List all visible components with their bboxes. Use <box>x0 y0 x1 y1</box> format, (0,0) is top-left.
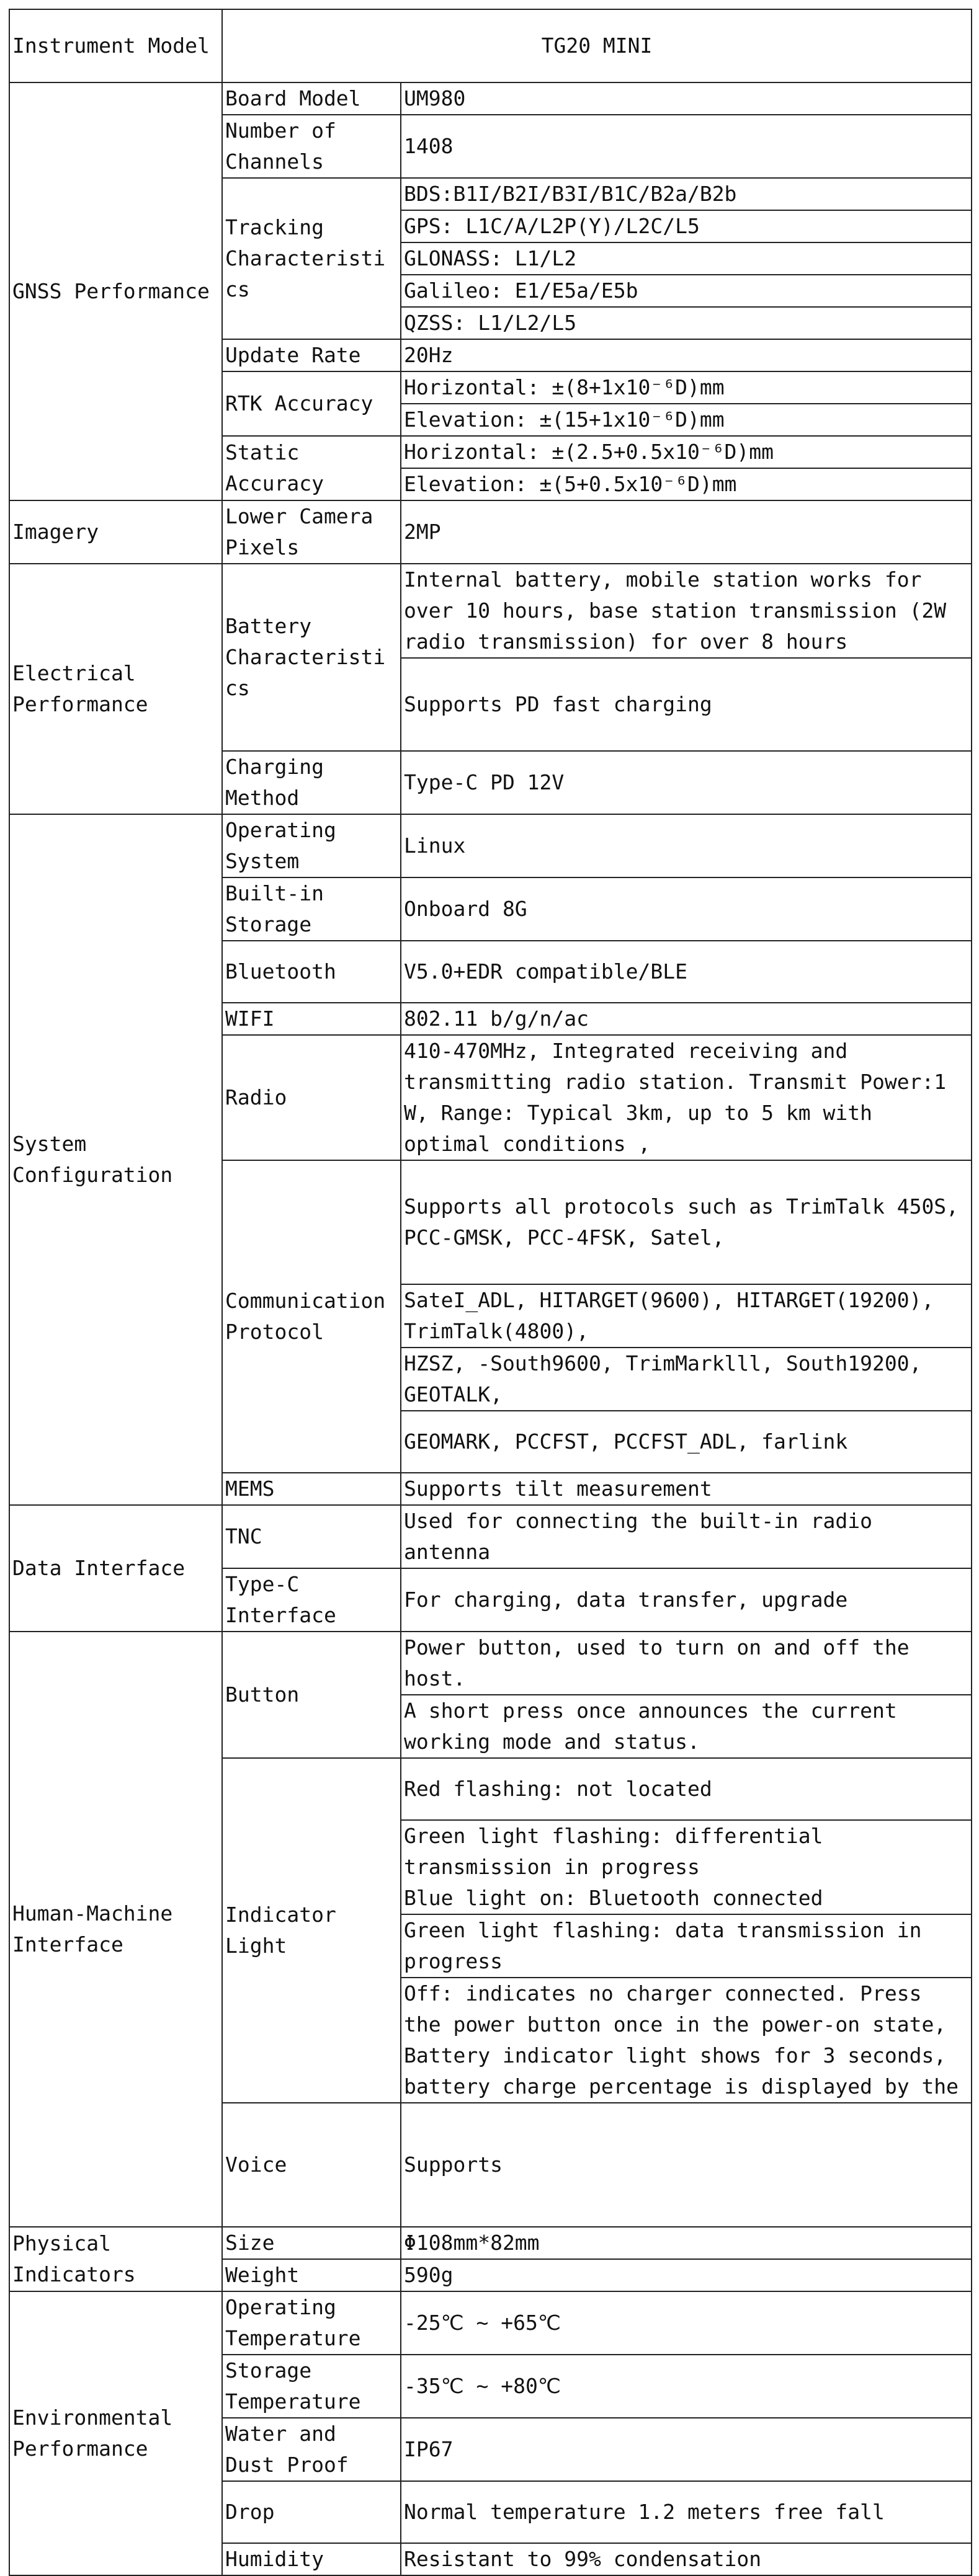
table-row <box>9 814 972 877</box>
spec-value-static-accuracy: Horizontal: ±(2.5+0.5x10⁻⁶D)mm <box>401 436 972 468</box>
instrument-model-label: Instrument Model <box>9 9 222 82</box>
spec-value-indicator-light: Off: indicates no charger connected. Press the power button once in the power-on state, Battery indicator light shows for 3 seconds, battery charge percentage is displayed by the <box>401 1978 972 2103</box>
spec-label-communication-protocol: Communication Protocol <box>222 1160 401 1473</box>
table-row <box>9 1505 972 1568</box>
spec-value-lower-camera-pixels: 2MP <box>401 500 972 564</box>
spec-value-charging-method: Type-C PD 12V <box>401 751 972 814</box>
spec-table-body <box>9 9 972 2575</box>
spec-value-bluetooth: V5.0+EDR compatible/BLE <box>401 941 972 1003</box>
spec-value-water-and-dust-proof: IP67 <box>401 2418 972 2481</box>
spec-label-operating-temperature: Operating Temperature <box>222 2291 401 2355</box>
spec-label-radio: Radio <box>222 1035 401 1160</box>
category-system-configuration: System Configuration <box>9 814 222 1505</box>
spec-value-type-c-interface: For charging, data transfer, upgrade <box>401 1568 972 1632</box>
spec-label-humidity: Humidity <box>222 2543 401 2575</box>
spec-value-humidity: Resistant to 99% condensation <box>401 2543 972 2575</box>
spec-value-operating-temperature: -25℃ ~ +65℃ <box>401 2291 972 2355</box>
spec-label-button: Button <box>222 1632 401 1758</box>
category-environmental-performance: Environmental Performance <box>9 2291 222 2575</box>
spec-label-water-and-dust-proof: Water and Dust Proof <box>222 2418 401 2481</box>
spec-label-board-model: Board Model <box>222 82 401 115</box>
spec-value-button: A short press once announces the current working mode and status. <box>401 1695 972 1758</box>
spec-label-battery-characteristics: Battery Characteristics <box>222 564 401 751</box>
spec-label-update-rate: Update Rate <box>222 339 401 371</box>
spec-value-storage-temperature: -35℃ ~ +80℃ <box>401 2355 972 2418</box>
spec-label-lower-camera-pixels: Lower Camera Pixels <box>222 500 401 564</box>
spec-value-operating-system: Linux <box>401 814 972 877</box>
spec-label-operating-system: Operating System <box>222 814 401 877</box>
spec-value-update-rate: 20Hz <box>401 339 972 371</box>
spec-value-mems: Supports tilt measurement <box>401 1473 972 1505</box>
spec-label-tnc: TNC <box>222 1505 401 1568</box>
spec-label-tracking-characteristics: Tracking Characteristics <box>222 178 401 339</box>
spec-value-number-of-channels: 1408 <box>401 115 972 178</box>
spec-label-built-in-storage: Built-in Storage <box>222 877 401 941</box>
category-data-interface: Data Interface <box>9 1505 222 1632</box>
spec-value-communication-protocol: HZSZ, -South9600, TrimMarklll, South19200, GEOTALK, <box>401 1348 972 1411</box>
spec-value-communication-protocol: GEOMARK, PCCFST, PCCFST_ADL, farlink <box>401 1411 972 1473</box>
spec-value-battery-characteristics: Internal battery, mobile station works for over 10 hours, base station transmission (2W radio transmission) for over 8 hours <box>401 564 972 658</box>
spec-value-static-accuracy: Elevation: ±(5+0.5x10⁻⁶D)mm <box>401 468 972 500</box>
spec-value-tracking-characteristics: QZSS: L1/L2/L5 <box>401 307 972 339</box>
header-row <box>9 9 972 82</box>
spec-label-indicator-light: Indicator Light <box>222 1758 401 2103</box>
spec-value-weight: 590g <box>401 2259 972 2291</box>
spec-label-wifi: WIFI <box>222 1003 401 1035</box>
table-row <box>9 500 972 564</box>
category-imagery: Imagery <box>9 500 222 564</box>
table-row <box>9 564 972 658</box>
spec-value-tracking-characteristics: GLONASS: L1/L2 <box>401 242 972 275</box>
table-row <box>9 1632 972 1695</box>
spec-value-tracking-characteristics: GPS: L1C/A/L2P(Y)/L2C/L5 <box>401 210 972 242</box>
spec-value-communication-protocol: SateI_ADL, HITARGET(9600), HITARGET(19200), TrimTalk(4800), <box>401 1284 972 1348</box>
spec-value-button: Power button, used to turn on and off the host. <box>401 1632 972 1695</box>
spec-value-radio: 410-470MHz, Integrated receiving and transmitting radio station. Transmit Power:1 W, Range: Typical 3km, up to 5 km with optimal conditions , <box>401 1035 972 1160</box>
spec-value-indicator-light: Red flashing: not located <box>401 1758 972 1820</box>
spec-value-indicator-light: Green light flashing: data transmission in progress <box>401 1914 972 1978</box>
spec-value-rtk-accuracy: Horizontal: ±(8+1x10⁻⁶D)mm <box>401 371 972 404</box>
spec-label-drop: Drop <box>222 2481 401 2543</box>
spec-value-tnc: Used for connecting the built-in radio antenna <box>401 1505 972 1568</box>
spec-value-rtk-accuracy: Elevation: ±(15+1x10⁻⁶D)mm <box>401 404 972 436</box>
category-human-machine-interface: Human-Machine Interface <box>9 1632 222 2227</box>
spec-label-type-c-interface: Type-C Interface <box>222 1568 401 1632</box>
category-gnss-performance: GNSS Performance <box>9 82 222 500</box>
table-row <box>9 82 972 115</box>
spec-label-storage-temperature: Storage Temperature <box>222 2355 401 2418</box>
spec-value-size: Φ108mm*82mm <box>401 2227 972 2259</box>
spec-value-drop: Normal temperature 1.2 meters free fall <box>401 2481 972 2543</box>
table-row <box>9 2291 972 2355</box>
spec-value-wifi: 802.11 b/g/n/ac <box>401 1003 972 1035</box>
spec-label-charging-method: Charging Method <box>222 751 401 814</box>
spec-label-voice: Voice <box>222 2103 401 2227</box>
spec-table <box>9 9 972 2576</box>
spec-value-battery-characteristics: Supports PD fast charging <box>401 658 972 751</box>
spec-value-indicator-light: Green light flashing: differential transmission in progress Blue light on: Bluetooth connected <box>401 1820 972 1914</box>
table-row <box>9 2227 972 2259</box>
spec-label-bluetooth: Bluetooth <box>222 941 401 1003</box>
spec-value-board-model: UM980 <box>401 82 972 115</box>
spec-label-size: Size <box>222 2227 401 2259</box>
category-electrical-performance: Electrical Performance <box>9 564 222 814</box>
spec-label-weight: Weight <box>222 2259 401 2291</box>
spec-value-built-in-storage: Onboard 8G <box>401 877 972 941</box>
spec-label-static-accuracy: Static Accuracy <box>222 436 401 500</box>
spec-value-tracking-characteristics: BDS:B1I/B2I/B3I/B1C/B2a/B2b <box>401 178 972 210</box>
spec-value-communication-protocol: Supports all protocols such as TrimTalk 450S, PCC-GMSK, PCC-4FSK, Satel, <box>401 1160 972 1284</box>
spec-label-mems: MEMS <box>222 1473 401 1505</box>
spec-value-voice: Supports <box>401 2103 972 2227</box>
spec-label-number-of-channels: Number of Channels <box>222 115 401 178</box>
spec-label-rtk-accuracy: RTK Accuracy <box>222 371 401 436</box>
instrument-model-value: TG20 MINI <box>222 9 972 82</box>
spec-value-tracking-characteristics: Galileo: E1/E5a/E5b <box>401 275 972 307</box>
category-physical-indicators: Physical Indicators <box>9 2227 222 2291</box>
